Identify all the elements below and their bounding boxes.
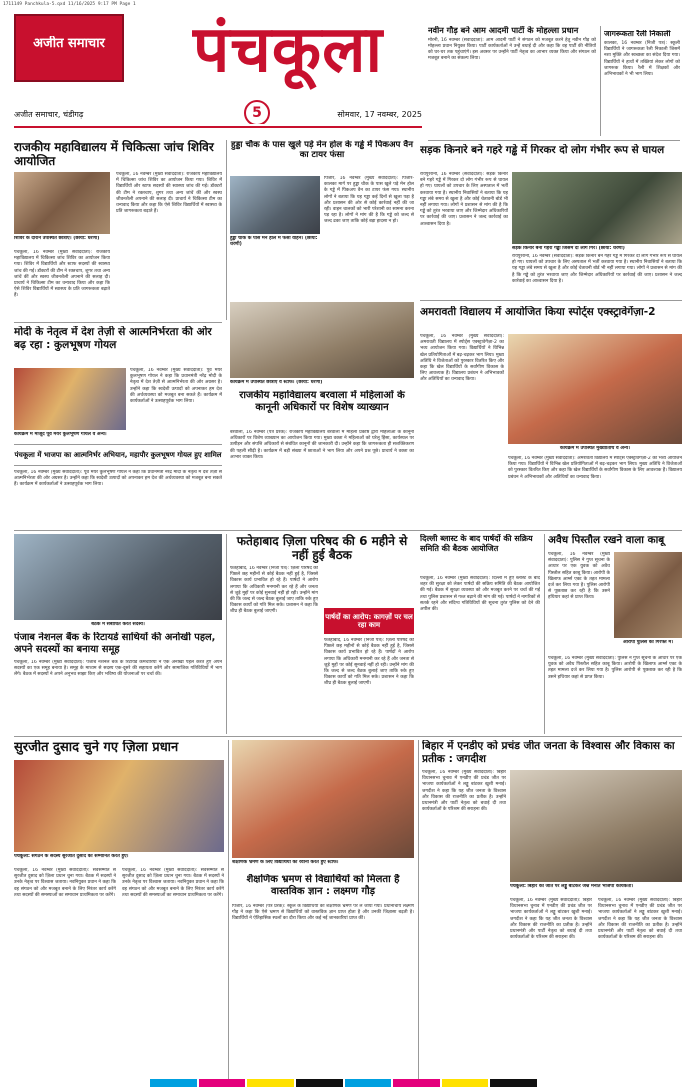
body-amravati-sports-cont: पंचकूला, 16 नवम्बर (मुख्य संवाददाता): अमरावती विद्यालय में स्पोर्ट्स एक्स्ट्रावेगेंज़ा-2 का भव्य आयोजन किया गया। विद्यार्थियों ने विभिन्न खेल प्रतियोगिताओं में बढ़-चढ़कर भाग लिया। मुख्य अतिथि ने विजेताओं को पुरस्कार वितरित किए और कहा कि खेल विद्यार्थियों के सर्वांगीण विकास के लिए आवश्यक हैं। विद्यालय प्रबंधन ने अभिभावकों और अतिथियों का धन्यवाद किया। (508, 456, 682, 480)
masthead-date: सोमवार, 17 नवम्बर, 2025 (337, 110, 422, 119)
masthead-subline: अजीत समाचार, चंडीगढ़ (14, 110, 84, 119)
body-navin-gaur: मोरनी, 16 नवम्बर (सवाददाता): आम आदमी पार्टी ने संगठन को मजबूत करने हेतु नवीन गौड़ को मोहल्ला प्रधान नियुक्त किया। पार्टी कार्यकर्ताओं ने उन्हें बधाई दी और कहा कि वह पार्टी की नीतियों को घर-घर तक पहुंचाएंगे। इस अवसर पर उन्होंने पार्टी नेतृत्व का आभार व्यक्त किया और संगठन को मजबूत बनाने का संकल्प लिया। (428, 37, 596, 62)
headline-kulbhushan-goyal: मोदी के नेतृत्व में देश तेज़ी से आत्मनिर्भरता की ओर बढ़ रहा : कुलभूषण गोयल (14, 326, 212, 351)
headline-delhi-blast: दिल्ली ब्लास्ट के बाद पार्षदों की सक्रिय समिति की बैठक आयोजित (420, 534, 533, 553)
headline-surjit-dusad: सुरजीत दुसाद चुने गए ज़िला प्रधान (14, 740, 179, 755)
body-fatehabad: फतेहाबाद, 16 नवम्बर (निजी पत्र): ज़िला परिषद की पिछले छह महीनों से कोई बैठक नहीं हुई है, जिससे विकास कार्य प्रभावित हो रहे हैं। पार्षदों ने आरोप लगाया कि अधिकारी मनमानी कर रहे हैं और जनता से जुड़े मुद्दों पर कोई सुनवाई नहीं हो रही। उन्होंने मांग की कि जल्द से जल्द बैठक बुलाई जाए ताकि रुके हुए विकास कार्यों को गति मिल सके। प्रशासन ने कहा कि शीघ्र ही बैठक बुलाई जाएगी। (230, 566, 318, 615)
brand-box (14, 14, 124, 82)
body-illegal-pistol-cont: पंचकूला, 16 नवम्बर (मुख्य संवाददाता): पुलिस ने गुप्त सूचना के आधार पर एक युवक को अवैध पिस्तौल सहित काबू किया। आरोपी के खिलाफ आर्म्स एक्ट के तहत मामला दर्ज कर लिया गया है। पुलिस आरोपी से पूछताछ कर रही है कि उसने हथियार कहां से प्राप्त किया। (548, 656, 682, 680)
photo-road-pit (512, 172, 682, 244)
article-surjit-dusad (14, 740, 224, 1080)
caption-hudda-chowk: हुड्डा चौक के पास मेन होल में फंसा वाहन। (छाया: धरणी) (230, 236, 318, 247)
page-number: 5 (252, 105, 262, 121)
photo-hudda-chowk (230, 176, 320, 234)
caption-surjit-dusad: पंचकूला: संगठन के सदस्य सुरजीत दुसाद को सम्मानित करते हुए। (14, 854, 129, 859)
photo-bihar-nda (510, 770, 682, 882)
article-bihar-nda (422, 740, 682, 1080)
photo-educational-trip (232, 740, 414, 858)
photo-amravati-sports (508, 334, 682, 444)
article-road-pit (420, 144, 682, 298)
headline-medical-camp: राजकीय महाविद्यालय में चिकित्सा जांच शिविर आयोजित (14, 140, 214, 168)
headline-road-pit: सड़क किनारे बने गहरे गड्ढे में गिरकर दो लोग गंभीर रूप से घायल (420, 144, 665, 156)
headline-barwala-college: राजकीय महाविद्यालय बरवाला में महिलाओं के कानूनी अधिकारों पर विशेष व्याख्यान (239, 390, 405, 413)
article-kulbhushan-goyal (14, 326, 222, 526)
article-hudda-chowk (230, 140, 414, 300)
body-awareness-rally: कालका, 16 नवम्बर (निजी पत्र): स्कूली विद्यार्थियों ने जागरूकता रैली निकाली जिसमें नशा मुक्ति और स्वच्छता का संदेश दिया गया। विद्यार्थियों ने हाथों में तख्तियां लेकर लोगों को जागरूक किया। रैली में शिक्षकों और अभिभावकों ने भी भाग लिया। (604, 40, 680, 77)
article-awareness-rally (604, 30, 680, 138)
body-barwala-college: बरवाला, 16 नवम्बर (पत्र प्रेरक): राजकीय महाविद्यालय बरवाला में महिला प्रकोष्ठ द्वारा महिलाओं के कानूनी अधिकारों पर विशेष व्याख्यान का आयोजन किया गया। मुख्य वक्ता ने महिलाओं को घरेलू हिंसा, कार्यस्थल पर उत्पीड़न और संपत्ति अधिकारों से संबंधित कानूनों की जानकारी दी। उन्होंने कहा कि जागरूकता ही सशक्तिकरण की पहली सीढ़ी है। कार्यक्रम में बड़ी संख्या में छात्राओं ने भाग लिया और अपने प्रश्न पूछे। प्राचार्य ने वक्ता का आभार व्यक्त किया। (230, 430, 414, 460)
body-surjit-dusad-cont: पंचकूला, 16 नवम्बर (मुख्य संवाददाता): सर्वसम्मति से सुरजीत दुसाद को ज़िला प्रधान चुना गया। बैठक में सदस्यों ने उनके नेतृत्व पर विश्वास जताया। नवनियुक्त प्रधान ने कहा कि वह संगठन को और मजबूत बनाने के लिए निरंतर कार्य करेंगे तथा सदस्यों की समस्याओं का समाधान प्राथमिकता पर करेंगे। (122, 868, 224, 898)
body-illegal-pistol: पंचकूला, 16 नवम्बर (मुख्य संवाददाता): पुलिस ने गुप्त सूचना के आधार पर एक युवक को अवैध पिस्तौल सहित काबू किया। आरोपी के खिलाफ आर्म्स एक्ट के तहत मामला दर्ज कर लिया गया है। पुलिस आरोपी से पूछताछ कर रही है कि उसने हथियार कहां से प्राप्त किया। (548, 552, 610, 601)
body-road-pit-cont: रायपुररानी, 16 नवम्बर (सवाददाता): सड़क किनारे बने गहरे गड्ढे में गिरकर दो लोग गंभीर रूप से घायल हो गए। घायलों को उपचार के लिए अस्पताल में भर्ती करवाया गया है। स्थानीय निवासियों ने बताया कि यह गड्ढा लंबे समय से खुला है और कोई चेतावनी बोर्ड भी नहीं लगाया गया। लोगों ने प्रशासन से मांग की है कि गड्ढे को तुरंत भरवाया जाए और जिम्मेदार अधिकारियों पर कार्रवाई की जाए। प्रशासन ने जल्द कार्रवाई का आश्वासन दिया है। (512, 254, 682, 284)
body-kulbhushan-goyal: पंचकूला, 16 नवम्बर (मुख्य संवाददाता): पूर्व मेयर कुलभूषण गोयल ने कहा कि प्रधानमंत्री नरेंद्र मोदी के नेतृत्व में देश तेज़ी से आत्मनिर्भरता की ओर अग्रसर है। उन्होंने कहा कि स्वदेशी उत्पादों को अपनाकर हम देश की अर्थव्यवस्था को मजबूत बना सकते हैं। कार्यक्रम में कार्यकर्ताओं ने उत्साहपूर्वक भाग लिया। (130, 368, 222, 405)
caption-kulbhushan-goyal: कार्यक्रम में मौजूद पूर्व मेयर कुलभूषण गोयल व अन्य। (14, 432, 107, 437)
body-surjit-dusad: पंचकूला, 16 नवम्बर (मुख्य संवाददाता): सर्वसम्मति से सुरजीत दुसाद को ज़िला प्रधान चुना गया। बैठक में सदस्यों ने उनके नेतृत्व पर विश्वास जताया। नवनियुक्त प्रधान ने कहा कि वह संगठन को और मजबूत बनाने के लिए निरंतर कार्य करेंगे तथा सदस्यों की समस्याओं का समाधान प्राथमिकता पर करेंगे। (14, 868, 116, 898)
brand-name: अजीत समाचार (33, 36, 105, 51)
kulbhushan-highlight-box: पंचकूला में भाजपा का आत्मनिर्भर अभियान, महापौर कुलभूषण गोयल हुए शामिल (14, 444, 222, 466)
headline-navin-gaur: नवीन गौड़ बने आम आदमी पार्टी के मोहल्ला प्रधान (428, 26, 579, 35)
masthead (14, 14, 422, 124)
photo-kulbhushan-goyal (14, 368, 126, 430)
headline-illegal-pistol: अवैध पिस्तौल रखने वाला काबू (548, 534, 665, 546)
headline-fatehabad: फतेहाबाद ज़िला परिषद की 6 महीने से नहीं हुई बैठक (236, 534, 408, 562)
photo-illegal-pistol (614, 552, 682, 638)
caption-barwala-college: कार्यक्रम में उपस्थित छात्राएं व स्टाफ। (छाया: धरणी) (230, 380, 323, 385)
article-medical-camp (14, 140, 222, 320)
headline-bihar-nda: बिहार में एनडीए को प्रचंड जीत जनता के विश्वास और विकास का प्रतीक : जगदीश (422, 740, 675, 765)
body-bihar-nda-cont2: पंचकूला, 16 नवम्बर (मुख्य संवाददाता): बिहार विधानसभा चुनाव में एनडीए की प्रचंड जीत पर भाजपा कार्यकर्ताओं ने लड्डू बांटकर खुशी मनाई। जगदीश ने कहा कि यह जीत जनता के विश्वास और विकास की राजनीति का प्रतीक है। उन्होंने प्रधानमंत्री और पार्टी नेतृत्व को बधाई दी तथा कार्यकर्ताओं के परिश्रम की सराहना की। (598, 898, 682, 941)
article-barwala-college (230, 302, 414, 528)
article-educational-trip (232, 740, 414, 1080)
headline-amravati-sports: अमरावती विद्यालय में आयोजित किया स्पोर्ट्स एक्स्ट्रावेगेंज़ा-2 (420, 306, 656, 318)
body-fatehabad-cont: फतेहाबाद, 16 नवम्बर (निजी पत्र): ज़िला परिषद की पिछले छह महीनों से कोई बैठक नहीं हुई है, जिससे विकास कार्य प्रभावित हो रहे हैं। पार्षदों ने आरोप लगाया कि अधिकारी मनमानी कर रहे हैं और जनता से जुड़े मुद्दों पर कोई सुनवाई नहीं हो रही। उन्होंने मांग की कि जल्द से जल्द बैठक बुलाई जाए ताकि रुके हुए विकास कार्यों को गति मिल सके। प्रशासन ने कहा कि शीघ्र ही बैठक बुलाई जाएगी। (324, 638, 414, 687)
body-medical-camp: पंचकूला, 16 नवम्बर (मुख्य संवाददाता): राजकीय महाविद्यालय में चिकित्सा जांच शिविर का आयोजन किया गया। शिविर में विद्यार्थियों और स्टाफ सदस्यों की स्वास्थ्य जांच की गई। डॉक्टरों की टीम ने रक्तचाप, शुगर तथा अन्य जांचें कीं और स्वस्थ जीवनशैली अपनाने की सलाह दी। प्राचार्य ने चिकित्सा टीम का धन्यवाद किया और कहा कि ऐसे शिविर विद्यार्थियों में स्वास्थ्य के प्रति जागरूकता बढ़ाते हैं। (14, 250, 110, 299)
article-illegal-pistol (548, 534, 682, 734)
article-navin-gaur (428, 26, 596, 138)
headline-awareness-rally: जागरूकता रैली निकाली (604, 30, 671, 38)
body-delhi-blast: पंचकूला, 16 नवम्बर (मुख्य संवाददाता): दिल्ली में हुए ब्लास्ट के बाद शहर की सुरक्षा को लेकर पार्षदों की सक्रिय समिति की बैठक आयोजित की गई। बैठक में सुरक्षा व्यवस्था को और मजबूत करने पर चर्चा की गई तथा पुलिस प्रशासन से गश्त बढ़ाने की मांग की गई। पार्षदों ने नागरिकों से सतर्क रहने और संदिग्ध गतिविधियों की सूचना तुरंत पुलिस को देने की अपील की। (420, 576, 540, 613)
body-hudda-chowk: पिंजौर, 16 नवम्बर (मुख्य संवाददाता): पिंजौर-कालका मार्ग पर हुड्डा चौक के पास खुले पड़े मेन होल के गड्ढे में पिकअप वैन का टायर फंस गया। स्थानीय लोगों ने बताया कि यह गड्ढा कई दिनों से खुला पड़ा है और प्रशासन की ओर से कोई कार्रवाई नहीं की जा रही। वाहन चालकों को भारी परेशानी का सामना करना पड़ रहा है। लोगों ने मांग की है कि गड्ढे को जल्द से जल्द ढका जाए ताकि कोई बड़ा हादसा न हो। (324, 176, 414, 225)
article-pnb-retired (14, 534, 222, 734)
headline-pnb-retired: पंजाब नेशनल बैंक के रिटायर्ड साथियों की अनोखी पहल, अपने सदस्यों का बनाया समूह (14, 632, 216, 655)
color-registration-marks (150, 1079, 537, 1087)
caption-illegal-pistol: आरोपी पुलिस की गिरफ्त में। (622, 640, 674, 645)
masthead-rule (14, 126, 422, 128)
body-amravati-sports: पंचकूला, 16 नवम्बर (मुख्य संवाददाता): अमरावती विद्यालय में स्पोर्ट्स एक्स्ट्रावेगेंज़ा-2 का भव्य आयोजन किया गया। विद्यार्थियों ने विभिन्न खेल प्रतियोगिताओं में बढ़-चढ़कर भाग लिया। मुख्य अतिथि ने विजेताओं को पुरस्कार वितरित किए और कहा कि खेल विद्यार्थियों के सर्वांगीण विकास के लिए आवश्यक हैं। विद्यालय प्रबंधन ने अभिभावकों और अतिथियों का धन्यवाद किया। (420, 334, 504, 383)
body-bihar-nda-cont: पंचकूला, 16 नवम्बर (मुख्य संवाददाता): बिहार विधानसभा चुनाव में एनडीए की प्रचंड जीत पर भाजपा कार्यकर्ताओं ने लड्डू बांटकर खुशी मनाई। जगदीश ने कहा कि यह जीत जनता के विश्वास और विकास की राजनीति का प्रतीक है। उन्होंने प्रधानमंत्री और पार्टी नेतृत्व को बधाई दी तथा कार्यकर्ताओं के परिश्रम की सराहना की। (510, 898, 592, 941)
page-number-badge (244, 100, 270, 124)
caption-medical-camp: शिविर के दौरान उपस्थित छात्राएं। (छाया: धरणी) (14, 236, 100, 241)
article-fatehabad (230, 534, 414, 734)
body-pnb-retired: पंचकूला, 16 नवम्बर (मुख्य संवाददाता): पंजाब नेशनल बैंक के रिटायर्ड कर्मचारियों ने एक अनोखी पहल करते हुए अपने सदस्यों का एक समूह बनाया है। समूह के माध्यम से सदस्य एक-दूसरे की सहायता करेंगे और सामाजिक गतिविधियों में भाग लेंगे। बैठक में सदस्यों ने अपने अनुभव साझा किए और भविष्य की योजनाओं पर चर्चा की। (14, 660, 222, 678)
body-kulbhushan-goyal-cont: पंचकूला, 16 नवम्बर (मुख्य संवाददाता): पूर्व मेयर कुलभूषण गोयल ने कहा कि प्रधानमंत्री नरेंद्र मोदी के नेतृत्व में देश तेज़ी से आत्मनिर्भरता की ओर अग्रसर है। उन्होंने कहा कि स्वदेशी उत्पादों को अपनाकर हम देश की अर्थव्यवस्था को मजबूत बना सकते हैं। कार्यक्रम में कार्यकर्ताओं ने उत्साहपूर्वक भाग लिया। (14, 470, 222, 488)
photo-barwala-college (230, 302, 414, 378)
caption-educational-trip: शैक्षणिक भ्रमण के लिए विद्यार्थियों को रवाना करते हुए स्टाफ। (232, 860, 339, 865)
photo-surjit-dusad (14, 760, 224, 852)
photo-medical-camp (14, 172, 110, 234)
print-strip: 1711149 Panchkula-5.qxd 11/16/2025 9:17 PM Page 1 (3, 2, 136, 7)
fatehabad-highlight-box: पार्षदों का आरोप: कागज़ों पर चल रहा काम (324, 608, 414, 634)
headline-educational-trip: शैक्षणिक भ्रमण से विद्यार्थियों को मिलता है वास्तविक ज्ञान : लक्ष्मण गौड़ (246, 874, 400, 897)
caption-pnb-retired: बैठक में संबोधित करते सदस्य। (91, 622, 145, 627)
body-road-pit: रायपुररानी, 16 नवम्बर (सवाददाता): सड़क किनारे बने गहरे गड्ढे में गिरकर दो लोग गंभीर रूप से घायल हो गए। घायलों को उपचार के लिए अस्पताल में भर्ती करवाया गया है। स्थानीय निवासियों ने बताया कि यह गड्ढा लंबे समय से खुला है और कोई चेतावनी बोर्ड भी नहीं लगाया गया। लोगों ने प्रशासन से मांग की है कि गड्ढे को तुरंत भरवाया जाए और जिम्मेदार अधिकारियों पर कार्रवाई की जाए। प्रशासन ने जल्द कार्रवाई का आश्वासन दिया है। (420, 172, 508, 227)
article-amravati-sports (420, 306, 682, 526)
body-medical-camp-cont: पंचकूला, 16 नवम्बर (मुख्य संवाददाता): राजकीय महाविद्यालय में चिकित्सा जांच शिविर का आयोजन किया गया। शिविर में विद्यार्थियों और स्टाफ सदस्यों की स्वास्थ्य जांच की गई। डॉक्टरों की टीम ने रक्तचाप, शुगर तथा अन्य जांचें कीं और स्वस्थ जीवनशैली अपनाने की सलाह दी। प्राचार्य ने चिकित्सा टीम का धन्यवाद किया और कहा कि ऐसे शिविर विद्यार्थियों में स्वास्थ्य के प्रति जागरूकता बढ़ाते हैं। (116, 172, 222, 215)
body-educational-trip: पिंजौर, 16 नवम्बर (पत्र प्रेरक): स्कूल के विद्यार्थियों को शैक्षणिक भ्रमण पर ले जाया गया। प्रधानाचार्य लक्ष्मण गौड़ ने कहा कि ऐसे भ्रमण से विद्यार्थियों को वास्तविक ज्ञान प्राप्त होता है और उनकी जिज्ञासा बढ़ती है। विद्यार्थियों ने ऐतिहासिक स्थलों का दौरा किया और कई नई जानकारियां प्राप्त कीं। (232, 904, 414, 922)
photo-pnb-retired (14, 534, 222, 620)
caption-amravati-sports: कार्यक्रम में उपस्थित मुख्यातिथि व अन्य। (560, 446, 630, 451)
body-bihar-nda: पंचकूला, 16 नवम्बर (मुख्य संवाददाता): बिहार विधानसभा चुनाव में एनडीए की प्रचंड जीत पर भाजपा कार्यकर्ताओं ने लड्डू बांटकर खुशी मनाई। जगदीश ने कहा कि यह जीत जनता के विश्वास और विकास की राजनीति का प्रतीक है। उन्होंने प्रधानमंत्री और पार्टी नेतृत्व को बधाई दी तथा कार्यकर्ताओं के परिश्रम की सराहना की। (422, 770, 506, 813)
masthead-title: पंचकूला (192, 14, 384, 87)
headline-hudda-chowk: हुड्डा चौक के पास खुले पड़े मेन होल के गड्ढे में पिकअप वैन का टायर फंसा (231, 140, 413, 160)
caption-bihar-nda: पंचकूला: बिहार की जीत पर लड्डू बांटकर जश्न मनाते भाजपा कार्यकर्ता। (510, 884, 634, 889)
article-delhi-blast (420, 534, 540, 734)
caption-road-pit: सड़क किनारे बना गहरा गड्ढा जिसमें दो लोग गिरे। (छाया: धरणी) (512, 246, 625, 251)
